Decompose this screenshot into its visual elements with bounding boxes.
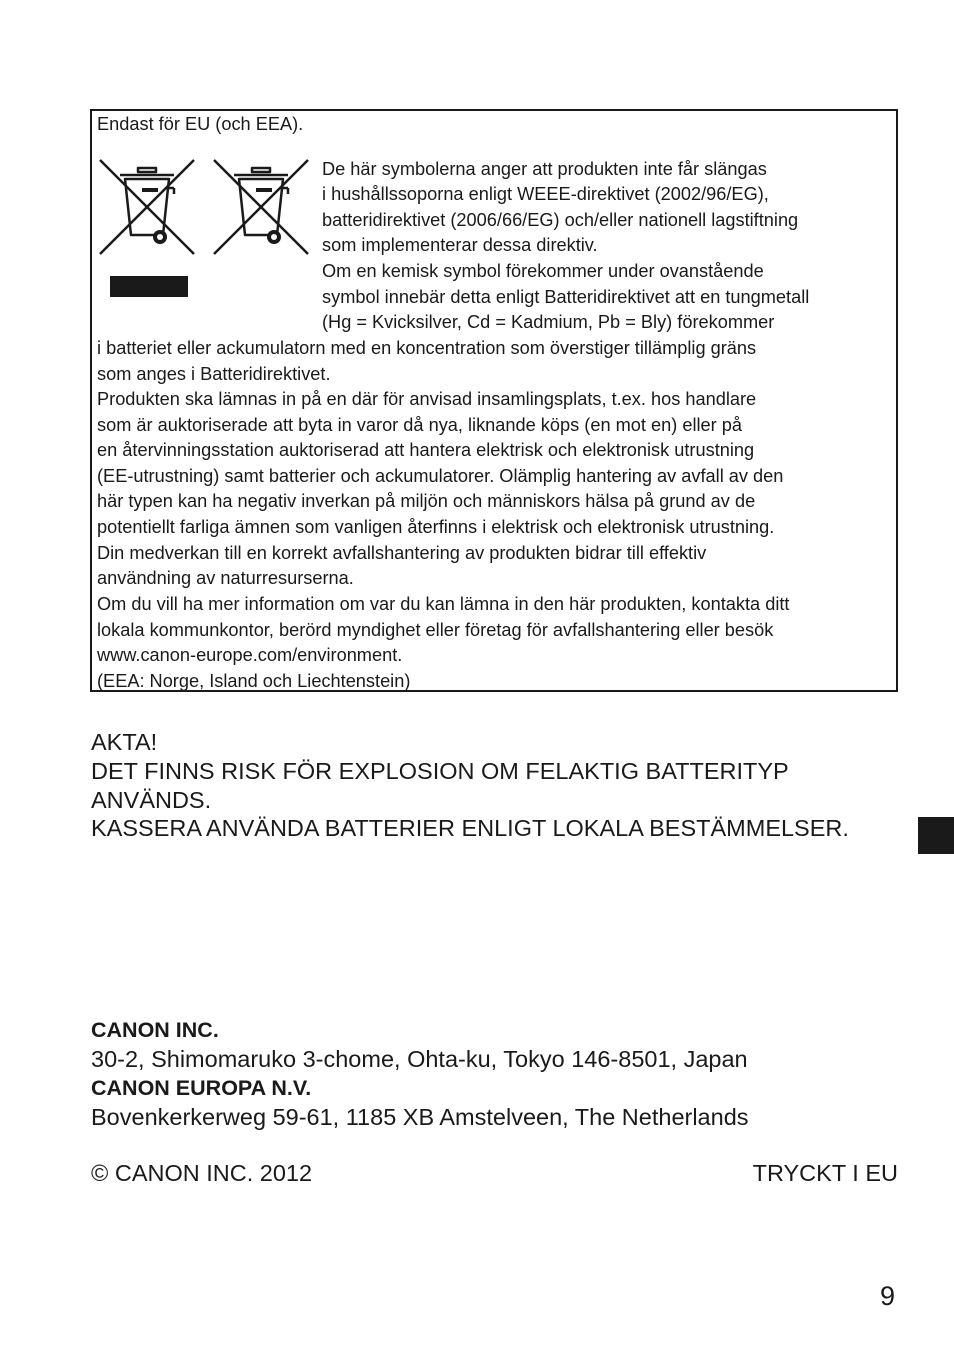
company-name: CANON EUROPA N.V.: [91, 1076, 312, 1100]
notice-line: Om du vill ha mer information om var du kan lämna in den här produkten, kontakta ditt: [97, 594, 790, 614]
notice-line: www.canon-europe.com/environment.: [97, 645, 403, 665]
warning-line: AKTA!: [91, 729, 158, 755]
eu-disposal-notice-box: [90, 109, 898, 692]
copyright-text: © CANON INC. 2012: [91, 1160, 313, 1186]
notice-heading: Endast för EU (och EEA).: [97, 114, 304, 134]
notice-line: (EE-utrustning) samt batterier och ackumulatorer. Olämplig hantering av avfall av den: [97, 466, 784, 486]
side-tab-marker: [918, 817, 954, 854]
notice-line: en återvinningsstation auktoriserad att hantera elektrisk och elektronisk utrustning: [97, 440, 755, 460]
notice-line: i batteriet eller ackumulatorn med en koncentration som överstiger tillämplig gräns: [97, 338, 757, 358]
notice-line: i hushållssoporna enligt WEEE-direktivet (2002/96/EG),: [322, 184, 769, 204]
chemical-symbol-bar: [110, 276, 188, 297]
warning-line: DET FINNS RISK FÖR EXPLOSION OM FELAKTIG BATTERITYP: [91, 758, 789, 784]
notice-line: batteridirektivet (2006/66/EG) och/eller nationell lagstiftning: [322, 210, 799, 230]
notice-line: Din medverkan till en korrekt avfallshantering av produkten bidrar till effektiv: [97, 543, 707, 563]
page-number: 9: [880, 1281, 896, 1311]
company-name: CANON INC.: [91, 1018, 219, 1042]
notice-line: lokala kommunkontor, berörd myndighet eller företag för avfallshantering eller besök: [97, 620, 774, 640]
notice-line: De här symbolerna anger att produkten inte får slängas: [322, 159, 767, 179]
printed-in-text: TRYCKT I EU: [752, 1160, 898, 1186]
warning-line: KASSERA ANVÄNDA BATTERIER ENLIGT LOKALA BESTÄMMELSER.: [91, 815, 849, 841]
notice-line: här typen kan ha negativ inverkan på miljön och människors hälsa på grund av de: [97, 491, 756, 511]
company-address: Bovenkerkerweg 59-61, 1185 XB Amstelveen, The Netherlands: [91, 1104, 749, 1130]
warning-line: ANVÄNDS.: [91, 787, 212, 813]
notice-line: potentiellt farliga ämnen som vanligen återfinns i elektrisk och elektronisk utrustning.: [97, 517, 775, 537]
notice-line: som anges i Batteridirektivet.: [97, 364, 331, 384]
weee-symbols: [98, 158, 313, 298]
notice-line: (EEA: Norge, Island och Liechtenstein): [97, 671, 411, 691]
notice-line: användning av naturresurserna.: [97, 568, 354, 588]
notice-line: som är auktoriserade att byta in varor då nya, liknande köps (en mot en) eller på: [97, 415, 742, 435]
company-address: 30-2, Shimomaruko 3-chome, Ohta-ku, Tokyo 146-8501, Japan: [91, 1046, 748, 1072]
notice-line: som implementerar dessa direktiv.: [322, 235, 598, 255]
notice-line: Om en kemisk symbol förekommer under ovanstående: [322, 261, 764, 281]
notice-line: Produkten ska lämnas in på en där för anvisad insamlingsplats, t.ex. hos handlare: [97, 389, 757, 409]
notice-line: symbol innebär detta enligt Batteridirektivet att en tungmetall: [322, 287, 810, 307]
crossed-out-wheelie-bin-icon: [98, 158, 196, 256]
crossed-out-wheelie-bin-icon: [212, 158, 310, 256]
notice-line: (Hg = Kvicksilver, Cd = Kadmium, Pb = Bly) förekommer: [322, 312, 775, 332]
